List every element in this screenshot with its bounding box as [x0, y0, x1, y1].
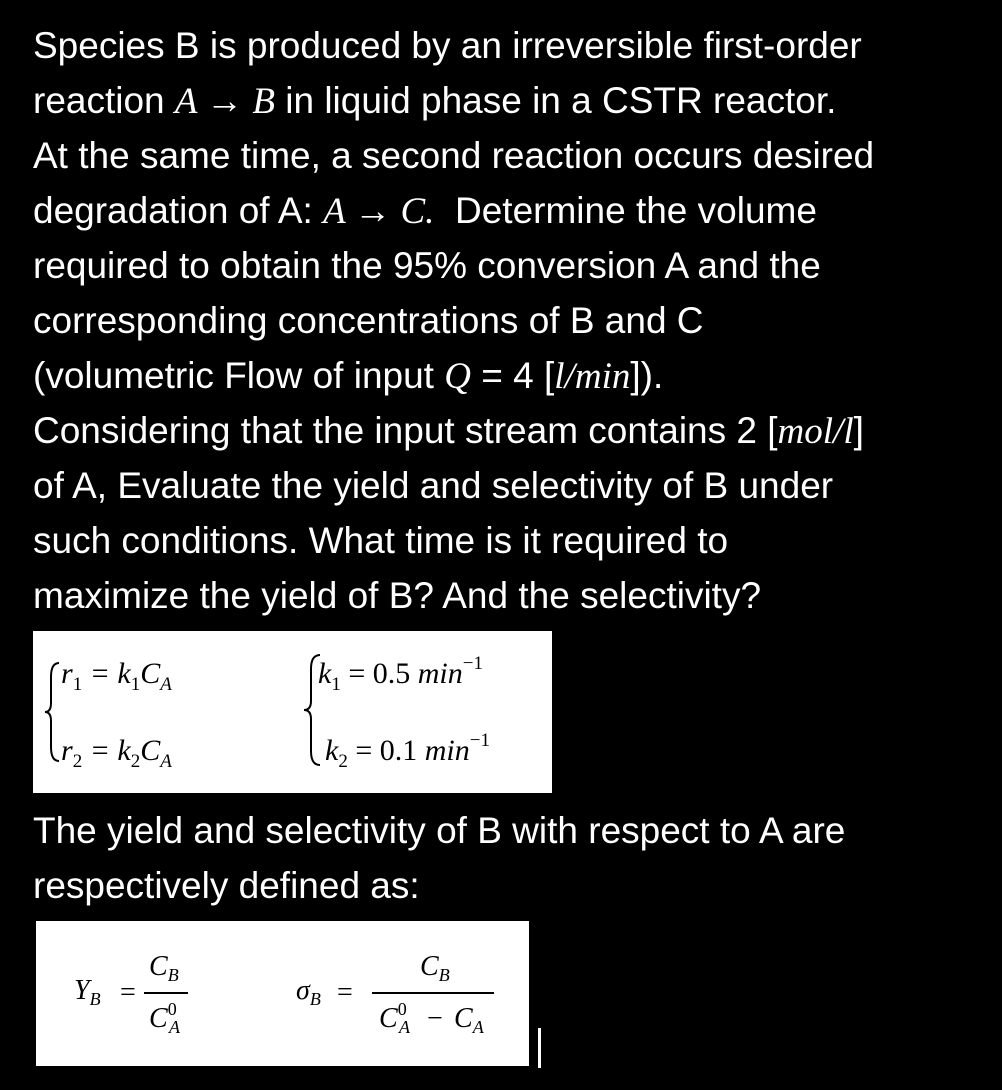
problem-line-7-mid: = 4 [	[481, 355, 555, 396]
rate-r2-equation: $r_2 = k_2C_A$	[61, 734, 172, 772]
problem-line-3: At the same time, a second reaction occurs desired	[33, 135, 875, 176]
problem-line-10: such conditions. What time is it required to	[33, 520, 729, 561]
formulas-box	[36, 921, 529, 1066]
concentration-unit: mol/l	[777, 411, 854, 452]
rate-k1-value: $k_1 = 0.5$ $\min^{-1}$	[318, 653, 483, 695]
rate-equations-box	[33, 631, 552, 793]
problem-line-5: required to obtain the 95% conversion A and the	[33, 245, 821, 286]
problem-line-7-pre: (volumetric Flow of input	[33, 355, 434, 396]
yield-denominator: $C^0$ A	[149, 999, 180, 1037]
problem-statement	[33, 18, 874, 623]
problem-line-6: corresponding concentrations of B and C	[33, 300, 704, 341]
problem-line-2	[33, 73, 874, 128]
definition-line-1: The yield and selectivity of B with respect to A are	[33, 810, 846, 851]
selectivity-numerator: $C_B$	[420, 951, 450, 985]
problem-line-7	[33, 348, 874, 403]
yield-symbol: $Y_B$	[74, 975, 101, 1009]
rate-r1-equation: $r_1 = k_1C_A$	[61, 657, 172, 695]
definition-line-2: respectively defined as:	[33, 865, 420, 906]
reaction-a-to-b: A → B	[174, 81, 275, 122]
selectivity-denominator: $C^0$ $A - C_A$	[379, 999, 484, 1037]
rate-equations-svg	[33, 631, 552, 793]
yield-numerator: $C_B$	[149, 951, 179, 985]
problem-line-11: maximize the yield of B? And the selectivity?	[33, 575, 762, 616]
formulas-svg	[36, 921, 529, 1066]
problem-line-1: Species B is produced by an irreversible first-order	[33, 25, 862, 66]
problem-line-4-pre: degradation of A:	[33, 190, 313, 231]
flow-unit: l/min	[554, 356, 631, 397]
text-cursor	[538, 1028, 541, 1068]
problem-line-8-post: ]	[853, 410, 864, 451]
selectivity-symbol: $\sigma_B$	[296, 975, 321, 1009]
problem-line-7-post: ]).	[630, 355, 664, 396]
problem-line-9: of A, Evaluate the yield and selectivity of B under	[33, 465, 834, 506]
yield-equals: =	[120, 977, 136, 1008]
definition-text	[33, 803, 845, 913]
rate-k2-value: $k_2 = 0.1$ $\min^{-1}$	[325, 730, 490, 772]
problem-line-2-pre: reaction	[33, 80, 165, 121]
reaction-a-to-c: A → C.	[323, 191, 435, 232]
left-brace	[45, 663, 59, 761]
problem-line-4-post: Determine the volume	[455, 190, 817, 231]
selectivity-equals: =	[337, 977, 353, 1008]
problem-line-8	[33, 403, 874, 458]
problem-line-8-pre: Considering that the input stream contains 2 [	[33, 410, 778, 451]
problem-line-2-post: in liquid phase in a CSTR reactor.	[285, 80, 837, 121]
flow-symbol: Q	[444, 356, 471, 397]
problem-line-4	[33, 183, 874, 238]
